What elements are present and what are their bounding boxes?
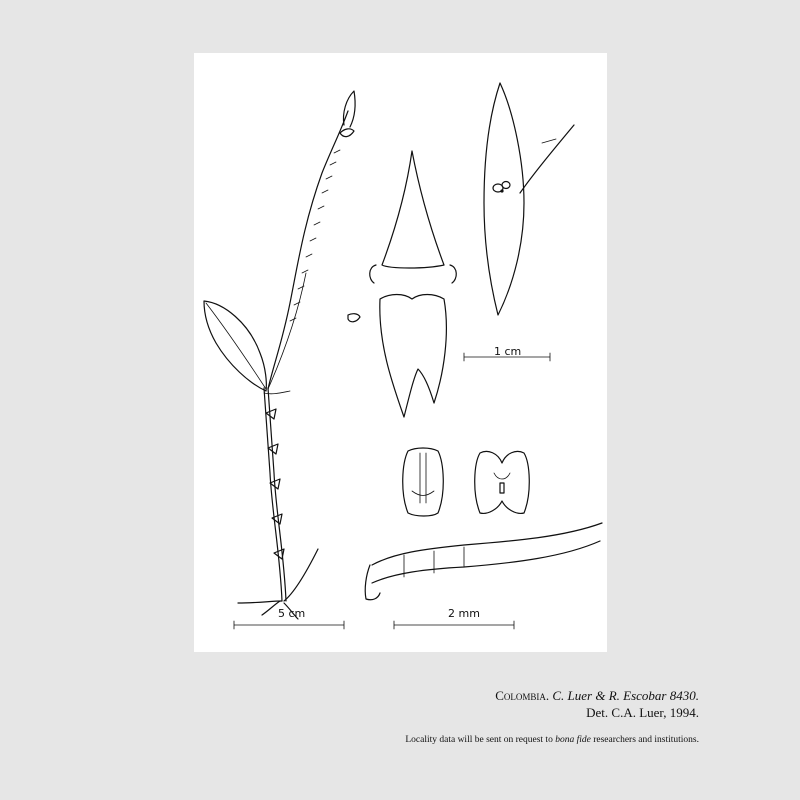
right-petal-drawing <box>450 265 456 283</box>
scale-bar-5cm <box>234 621 344 629</box>
illustration-plate <box>194 53 607 652</box>
footnote-text-before: Locality data will be sent on request to <box>405 735 556 745</box>
country-label: Colombia. <box>495 688 550 703</box>
flower-lateral-view-drawing <box>484 83 524 315</box>
scale-label-5cm: 5 cm <box>278 607 306 620</box>
left-petal-drawing <box>370 265 376 283</box>
scale-label-1cm: 1 cm <box>494 345 522 358</box>
footnote-italic: bona fide <box>555 735 591 745</box>
lip-detail-drawing <box>348 314 360 322</box>
ovary-column-lateral-drawing <box>372 523 602 565</box>
determination-line: Det. C.A. Luer, 1994. <box>586 705 699 720</box>
collectors-label: C. Luer & R. Escobar 8430. <box>552 688 699 703</box>
locality-footnote <box>405 735 699 745</box>
dorsal-sepal-drawing <box>382 151 444 268</box>
lip-front-view-drawing <box>403 448 444 516</box>
plant-habit-drawing <box>204 91 355 619</box>
flower-column-detail <box>493 182 510 193</box>
footnote-text-after: researchers and institutions. <box>590 735 699 745</box>
synsepal-drawing <box>380 295 447 418</box>
scale-label-2mm: 2 mm <box>448 607 480 620</box>
collection-line <box>495 687 699 704</box>
specimen-caption <box>495 687 699 721</box>
scale-bar-2mm <box>394 621 514 629</box>
orchid-line-drawing <box>194 53 607 652</box>
